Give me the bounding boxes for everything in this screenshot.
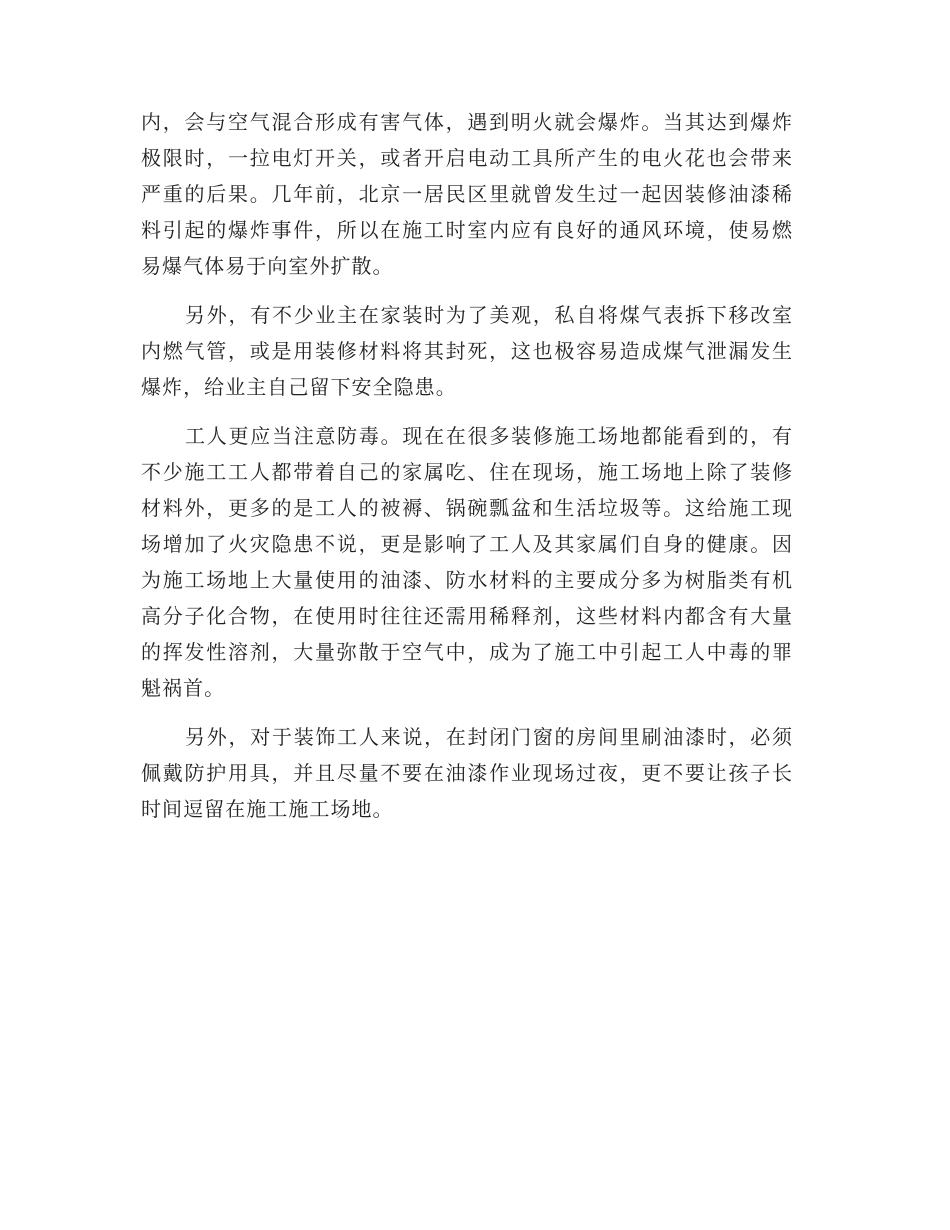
- paragraph-protective-gear: 另外，对于装饰工人来说，在封闭门窗的房间里刷油漆时，必须佩戴防护用具，并且尽量不要在油漆作业现场过夜，更不要让孩子长时间逗留在施工施工场地。: [141, 725, 793, 821]
- document-body: [141, 104, 793, 840]
- paragraph-continuation: 内，会与空气混合形成有害气体，遇到明火就会爆炸。当其达到爆炸极限时，一拉电灯开关，或者开启电动工具所产生的电火花也会带来严重的后果。几年前，北京一居民区里就曾发生过一起因装修油漆稀料引起的爆炸事件，所以在施工时室内应有良好的通风环境，使易燃易爆气体易于向室外扩散。: [141, 110, 793, 278]
- paragraph-gas-meter: 另外，有不少业主在家装时为了美观，私自将煤气表拆下移改室内燃气管，或是用装修材料将其封死，这也极容易造成煤气泄漏发生爆炸，给业主自己留下安全隐患。: [141, 303, 793, 399]
- paragraph-worker-poisoning: 工人更应当注意防毒。现在在很多装修施工场地都能看到的，有不少施工工人都带着自己的家属吃、住在现场，施工场地上除了装修材料外，更多的是工人的被褥、锅碗瓢盆和生活垃圾等。这给施工现场增加了火灾隐患不说，更是影响了工人及其家属们自身的健康。因为施工场地上大量使用的油漆、防水材料的主要成分多为树脂类有机高分子化合物，在使用时往往还需用稀释剂，这些材料内都含有大量的挥发性溶剂，大量弥散于空气中，成为了施工中引起工人中毒的罪魁祸首。: [141, 424, 793, 700]
